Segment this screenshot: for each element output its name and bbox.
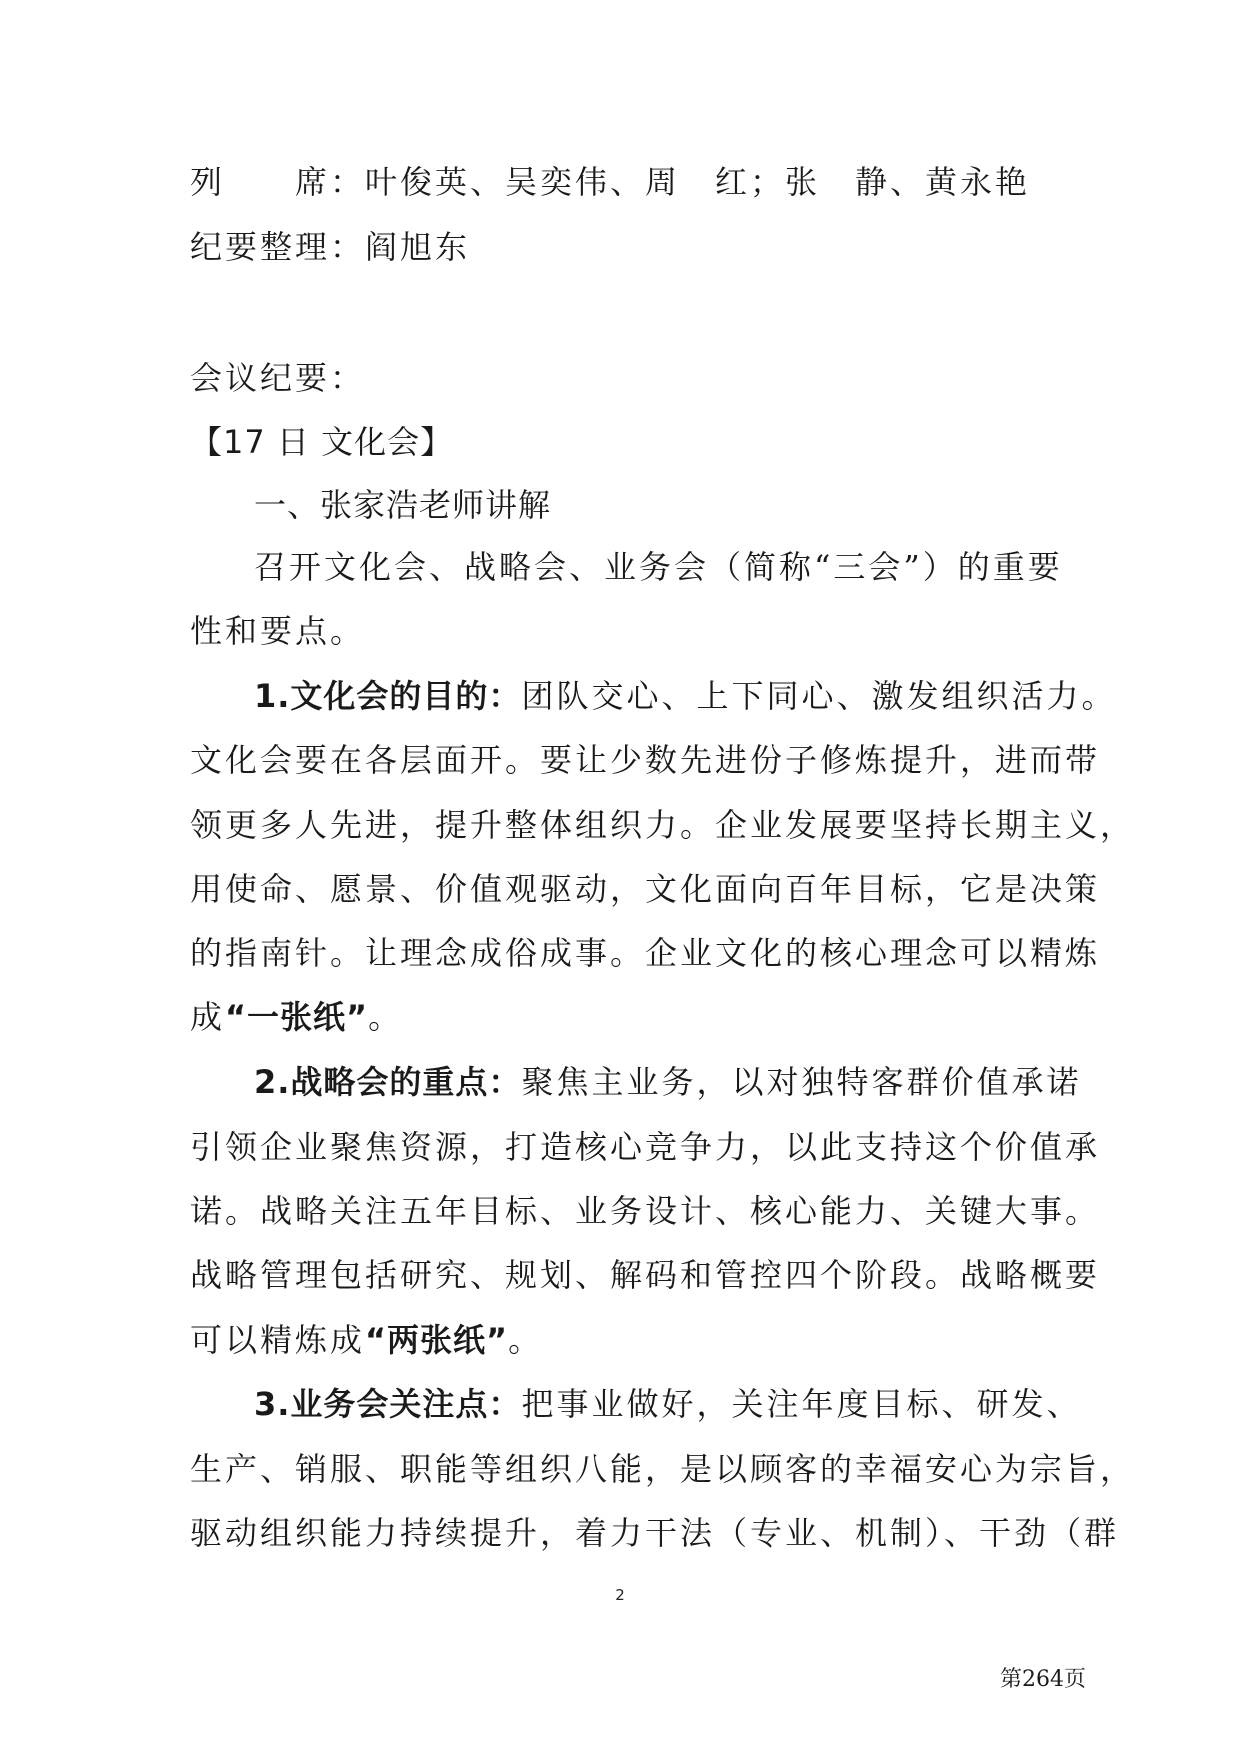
point2-line-4: 战略管理包括研究、规划、解码和管控四个阶段。战略概要 bbox=[190, 1256, 1101, 1294]
point1-line6-prefix: 成 bbox=[190, 998, 226, 1036]
point2-line5-prefix: 可以精炼成 bbox=[190, 1321, 366, 1359]
point3-line-1 bbox=[254, 1384, 1082, 1424]
one-sheet-emphasis: “一张纸” bbox=[225, 998, 369, 1036]
intro-line-1: 召开文化会、战略会、业务会（简称“三会”）的重要 bbox=[254, 548, 1063, 586]
attendees-names: 叶俊英、吴奕伟、周 红；张 静、黄永艳 bbox=[365, 163, 1031, 201]
attendees-label: 列 席： bbox=[190, 163, 366, 201]
minutes-heading: 会议纪要： bbox=[190, 359, 366, 397]
point3-line-3: 驱动组织能力持续提升，着力干法（专业、机制）、干劲（群 bbox=[190, 1514, 1120, 1552]
point1-line1-text: 团队交心、上下同心、激发组织活力。 bbox=[521, 677, 1117, 715]
attendees-line bbox=[190, 162, 1060, 202]
recorder-label: 纪要整理： bbox=[190, 228, 366, 266]
point2-line-1 bbox=[254, 1062, 1082, 1102]
day-heading: 【17 日 文化会】 bbox=[190, 423, 454, 461]
point1-line-1 bbox=[254, 676, 1117, 716]
page-label: 第264页 bbox=[1000, 1667, 1086, 1692]
point3-line-2: 生产、销服、职能等组织八能，是以顾客的幸福安心为宗旨， bbox=[190, 1450, 1136, 1488]
point2-line-2: 引领企业聚焦资源，打造核心竞争力，以此支持这个价值承 bbox=[190, 1128, 1101, 1166]
point3-title: 3.业务会关注点： bbox=[254, 1385, 522, 1423]
point1-line-3: 领更多人先进，提升整体组织力。企业发展要坚持长期主义， bbox=[190, 806, 1136, 844]
section-heading: 一、张家浩老师讲解 bbox=[254, 486, 552, 524]
point2-line-3: 诺。战略关注五年目标、业务设计、核心能力、关键大事。 bbox=[190, 1192, 1101, 1230]
point2-title: 2.战略会的重点： bbox=[254, 1063, 522, 1101]
page-number: 2 bbox=[615, 1586, 625, 1604]
intro-line-2: 性和要点。 bbox=[190, 612, 366, 650]
point2-line5-suffix: 。 bbox=[508, 1321, 544, 1359]
point2-line1-text: 聚焦主业务，以对独特客群价值承诺 bbox=[521, 1063, 1082, 1101]
point1-line-2: 文化会要在各层面开。要让少数先进份子修炼提升，进而带 bbox=[190, 741, 1101, 779]
recorder-line bbox=[190, 227, 1060, 267]
point1-line-6 bbox=[190, 997, 1060, 1037]
point1-line-4: 用使命、愿景、价值观驱动，文化面向百年目标，它是决策 bbox=[190, 870, 1101, 908]
point1-line-5: 的指南针。让理念成俗成事。企业文化的核心理念可以精炼 bbox=[190, 934, 1101, 972]
two-sheets-emphasis: “两张纸” bbox=[365, 1321, 509, 1359]
point1-line6-suffix: 。 bbox=[368, 998, 404, 1036]
point3-line1-text: 把事业做好，关注年度目标、研发、 bbox=[521, 1385, 1082, 1423]
point2-line-5 bbox=[190, 1320, 1060, 1360]
point1-title: 1.文化会的目的： bbox=[254, 677, 522, 715]
recorder-name: 阎旭东 bbox=[365, 228, 471, 266]
